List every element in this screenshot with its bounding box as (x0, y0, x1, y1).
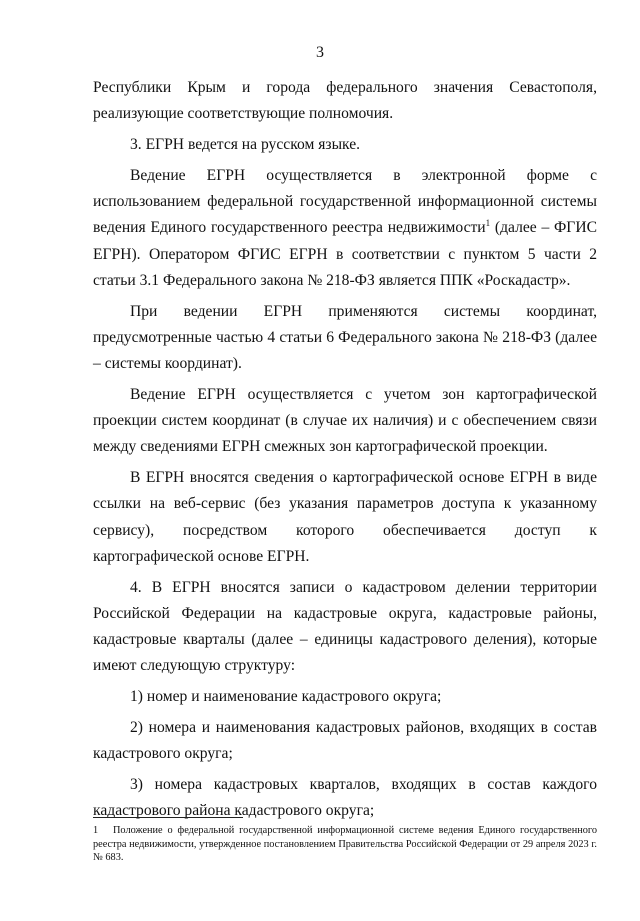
paragraph-text: Ведение ЕГРН осуществляется в электронной форме с использованием федеральной государственной информационной системы ведения Единого государственного реестра недвижимости (93, 167, 597, 237)
footnote-divider (93, 817, 243, 818)
footnote (93, 824, 597, 865)
footnote-mark: 1 (93, 825, 99, 836)
footnote-text: Положение о федеральной государственной информационной системе ведения Единого государственного реестра недвижимости, утвержденное постановлением Правительства Российской Федерации от 29 апреля 2023 г. № 683. (93, 825, 597, 864)
footnote-reference: 1 (485, 218, 491, 229)
paragraph-egrn-electronic-form (93, 163, 597, 293)
paragraph-item-3: 3. ЕГРН ведется на русском языке. (130, 136, 361, 154)
page-number: 3 (316, 44, 324, 61)
paragraph-continuation: Республики Крым и города федерального значения Севастополя, реализующие соответствующие полномочия. (93, 79, 597, 123)
list-item-1: 1) номер и наименование кадастрового округа; (130, 688, 442, 706)
paragraph-item-4: 4. В ЕГРН вносятся записи о кадастровом делении территории Российской Федерации на кадастровые округа, кадастровые районы, кадастровые кварталы (далее – единицы кадастрового деления), которые имеют следующую структуру: (93, 578, 597, 674)
body-text (93, 75, 597, 825)
paragraph-coordinate-systems: При ведении ЕГРН применяются системы координат, предусмотренные частью 4 статьи 6 Федерального закона № 218-ФЗ (далее – системы координат). (93, 302, 597, 372)
paragraph-projection-zones: Ведение ЕГРН осуществляется с учетом зон картографической проекции систем координат (в случае их наличия) и с обеспечением связи между сведениями ЕГРН смежных зон картографической проекции. (93, 386, 597, 456)
paragraph-cartographic-basis: В ЕГРН вносятся сведения о картографической основе ЕГРН в виде ссылки на веб-сервис (без указания параметров доступа к указанному сервису), посредством которого обеспечивается доступ к картографической основе ЕГРН. (93, 469, 597, 565)
list-item-2: 2) номера и наименования кадастровых районов, входящих в состав кадастрового округа; (93, 719, 597, 763)
paragraph-text: (далее – ФГИС ЕГРН). Оператором ФГИС ЕГРН в соответствии с пунктом 5 части 2 статьи 3.1 Федерального закона № 218-ФЗ является ППК «Роскадастр». (93, 219, 597, 289)
list-item-3: 3) номера кадастровых кварталов, входящих в состав каждого кадастрового района кадастрового округа; (93, 776, 597, 820)
